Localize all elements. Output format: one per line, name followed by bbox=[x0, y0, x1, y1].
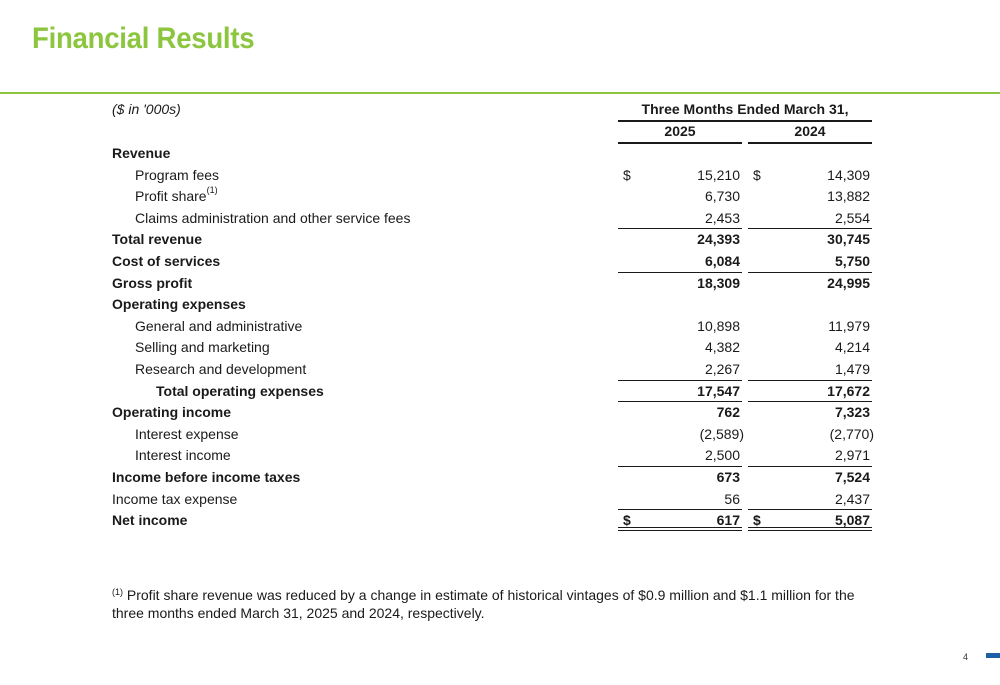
currency-symbol: $ bbox=[753, 166, 761, 183]
amount-value: 2,453 bbox=[704, 209, 740, 226]
row-label-text: Total revenue bbox=[112, 231, 202, 248]
value-cell-2024 bbox=[748, 315, 872, 337]
row-label-text: Total operating expenses bbox=[156, 382, 324, 399]
table-row bbox=[0, 315, 1000, 337]
table-row bbox=[0, 228, 1000, 250]
amount-value: 7,323 bbox=[834, 404, 870, 421]
page-number: 4 bbox=[963, 652, 969, 662]
amount-value: 7,524 bbox=[834, 468, 870, 485]
value-cell-2025 bbox=[618, 444, 742, 466]
table-row bbox=[0, 488, 1000, 510]
value-cell-2024 bbox=[748, 488, 872, 510]
amount-value: 6,730 bbox=[704, 188, 740, 205]
row-label bbox=[135, 185, 218, 205]
row-label bbox=[112, 404, 231, 420]
income-statement-table bbox=[0, 142, 1000, 531]
table-row bbox=[0, 358, 1000, 380]
table-row bbox=[0, 509, 1000, 531]
amount-value: 4,214 bbox=[834, 339, 870, 356]
amount-value: 24,393 bbox=[697, 231, 740, 248]
row-label-text: Claims administration and other service fees bbox=[135, 209, 411, 226]
amount-value: (2,770) bbox=[829, 425, 874, 442]
amount-value: 11,979 bbox=[828, 317, 870, 334]
footnote bbox=[112, 586, 872, 622]
row-label bbox=[135, 361, 306, 377]
amount-value: (2,589) bbox=[699, 425, 744, 442]
value-cell-2025 bbox=[618, 358, 742, 380]
row-label-text: Selling and marketing bbox=[135, 339, 270, 356]
amount-value: 2,500 bbox=[704, 447, 740, 464]
table-row bbox=[0, 401, 1000, 423]
amount-value: 10,898 bbox=[697, 317, 740, 334]
value-cell-2024 bbox=[748, 207, 872, 229]
title-divider bbox=[0, 92, 1000, 94]
amount-value: 762 bbox=[716, 404, 740, 421]
value-cell-2025 bbox=[618, 207, 742, 229]
value-cell-2024 bbox=[748, 423, 872, 445]
value-cell-2024 bbox=[748, 272, 872, 294]
value-cell-2025 bbox=[618, 423, 742, 445]
amount-value: 2,554 bbox=[834, 209, 870, 226]
row-label-text: Cost of services bbox=[112, 252, 221, 269]
table-row bbox=[0, 444, 1000, 466]
amount-value: 17,672 bbox=[827, 382, 870, 399]
period-header: Three Months Ended March 31, bbox=[618, 101, 872, 122]
value-cell-2025 bbox=[618, 228, 742, 250]
amount-value: 5,087 bbox=[834, 512, 870, 529]
value-cell-2024 bbox=[748, 358, 872, 380]
footnote-text: Profit share revenue was reduced by a change in estimate of historical vintages of $0.9 million and $1.1 million for the three months ended March 31, 2025 and 2024, respectively. bbox=[112, 587, 855, 621]
amount-value: 5,750 bbox=[834, 252, 870, 269]
row-label bbox=[112, 512, 187, 528]
row-label bbox=[135, 210, 410, 226]
footnote-marker: (1) bbox=[112, 587, 123, 597]
amount-value: 617 bbox=[716, 512, 740, 529]
value-cell-2025 bbox=[618, 336, 742, 358]
row-label bbox=[135, 339, 270, 355]
row-label bbox=[135, 318, 302, 334]
row-label bbox=[135, 426, 239, 442]
amount-value: 15,210 bbox=[697, 166, 740, 183]
amount-value: 673 bbox=[716, 468, 740, 485]
table-row bbox=[0, 293, 1000, 315]
value-cell-2024 bbox=[748, 185, 872, 207]
value-cell-2024 bbox=[748, 336, 872, 358]
row-label-text: Net income bbox=[112, 512, 188, 529]
amount-value: 17,547 bbox=[697, 382, 740, 399]
row-label bbox=[112, 469, 300, 485]
table-row bbox=[0, 336, 1000, 358]
row-label bbox=[112, 491, 237, 507]
amount-value: 6,084 bbox=[704, 252, 740, 269]
row-label bbox=[112, 145, 170, 161]
year-header-2024: 2024 bbox=[748, 123, 872, 144]
row-label-text: Income before income taxes bbox=[112, 468, 301, 485]
value-cell-2025 bbox=[618, 185, 742, 207]
value-cell-2025 bbox=[618, 250, 742, 272]
page-accent-bar bbox=[986, 653, 1000, 658]
amount-value: 30,745 bbox=[827, 231, 870, 248]
row-label bbox=[135, 167, 219, 183]
value-cell-2025 bbox=[618, 315, 742, 337]
row-label-text: General and administrative bbox=[135, 317, 303, 334]
value-cell-2024 bbox=[748, 509, 872, 531]
value-cell-2024 bbox=[748, 401, 872, 423]
value-cell-2025 bbox=[618, 380, 742, 402]
table-row bbox=[0, 185, 1000, 207]
row-label-text: Operating expenses bbox=[112, 296, 246, 313]
row-label-text: Research and development bbox=[135, 360, 307, 377]
currency-symbol: $ bbox=[623, 512, 631, 529]
row-label-text: Interest income bbox=[135, 447, 231, 464]
table-row bbox=[0, 164, 1000, 186]
table-row bbox=[0, 250, 1000, 272]
row-label-text: Operating income bbox=[112, 404, 232, 421]
value-cell-2025 bbox=[618, 272, 742, 294]
row-label-text: Income tax expense bbox=[112, 490, 238, 507]
row-label-text: Program fees bbox=[135, 166, 220, 183]
value-cell-2025 bbox=[618, 488, 742, 510]
row-label-text: Gross profit bbox=[112, 274, 193, 291]
units-label: ($ in '000s) bbox=[112, 101, 181, 117]
table-row bbox=[0, 272, 1000, 294]
row-label-text: Profit share bbox=[135, 188, 207, 205]
page-title: Financial Results bbox=[32, 22, 255, 55]
table-row bbox=[0, 207, 1000, 229]
amount-value: 2,267 bbox=[704, 360, 740, 377]
table-row bbox=[0, 466, 1000, 488]
amount-value: 2,971 bbox=[834, 447, 870, 464]
value-cell-2024 bbox=[748, 228, 872, 250]
value-cell-2024 bbox=[748, 250, 872, 272]
row-label bbox=[112, 231, 202, 247]
value-cell-2024 bbox=[748, 444, 872, 466]
value-cell-2025 bbox=[618, 509, 742, 531]
table-row bbox=[0, 423, 1000, 445]
row-label-text: Revenue bbox=[112, 145, 171, 161]
value-cell-2024 bbox=[748, 466, 872, 488]
footnote-reference: (1) bbox=[206, 185, 218, 196]
row-label-text: Interest expense bbox=[135, 425, 239, 442]
value-cell-2024 bbox=[748, 380, 872, 402]
year-header-2025: 2025 bbox=[618, 123, 742, 144]
amount-value: 18,309 bbox=[697, 274, 740, 291]
value-cell-2024 bbox=[748, 164, 872, 186]
amount-value: 13,882 bbox=[827, 188, 870, 205]
value-cell-2025 bbox=[618, 164, 742, 186]
amount-value: 4,382 bbox=[704, 339, 740, 356]
table-row bbox=[0, 380, 1000, 402]
row-label bbox=[112, 296, 246, 312]
amount-value: 14,309 bbox=[827, 166, 870, 183]
currency-symbol: $ bbox=[623, 166, 631, 183]
row-label bbox=[112, 253, 220, 269]
row-label bbox=[112, 275, 192, 291]
row-label bbox=[156, 383, 324, 399]
table-row bbox=[0, 142, 1000, 164]
amount-value: 56 bbox=[724, 490, 740, 507]
value-cell-2025 bbox=[618, 401, 742, 423]
row-label bbox=[135, 447, 231, 463]
amount-value: 24,995 bbox=[827, 274, 870, 291]
amount-value: 2,437 bbox=[834, 490, 870, 507]
value-cell-2025 bbox=[618, 466, 742, 488]
amount-value: 1,479 bbox=[834, 360, 870, 377]
currency-symbol: $ bbox=[753, 512, 761, 529]
